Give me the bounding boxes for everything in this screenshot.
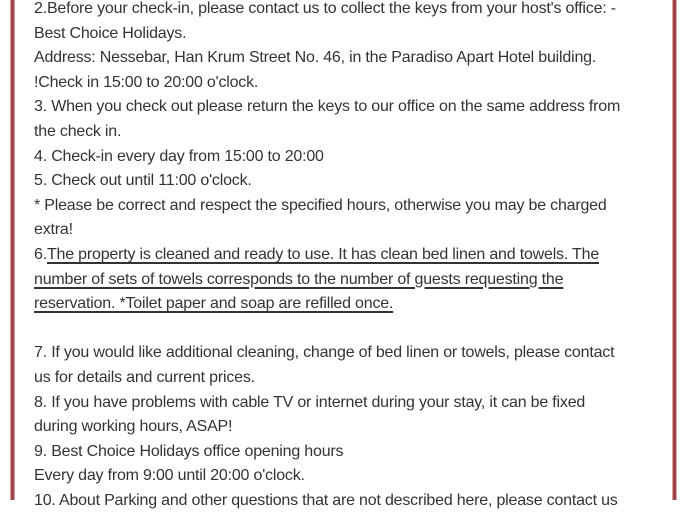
text-line <box>34 391 668 416</box>
text-segment: Every day from 9:00 until 20:00 o'clock. <box>34 467 305 485</box>
text-line <box>34 194 668 219</box>
text-line <box>34 341 668 366</box>
text-segment: the check in. <box>34 122 122 140</box>
underlined-text-segment: The property is cleaned and ready to use. It has clean bed linen and towels. The <box>46 245 600 263</box>
text-segment: 7. If you would like additional cleaning, change of bed linen or towels, please contact <box>34 344 615 362</box>
text-segment: 10. About Parking and other questions that are not described here, please contact us <box>34 491 618 509</box>
blank-line <box>34 320 38 337</box>
text-segment: 4. Check-in every day from 15:00 to 20:00 <box>34 147 324 165</box>
text-segment: !Check in 15:00 to 20:00 o'clock. <box>34 73 259 91</box>
text-line <box>34 218 668 243</box>
text-line <box>34 145 668 170</box>
text-line <box>34 415 668 440</box>
text-line <box>34 0 668 22</box>
text-segment: 2.Before your check-in, please contact us to collect the keys from your host's office: - <box>34 0 616 17</box>
text-line <box>34 169 668 194</box>
text-line <box>34 464 668 489</box>
underlined-text-segment: number of sets of towels corresponds to the number of guests requesting the <box>34 270 564 288</box>
text-line <box>34 317 668 342</box>
page-border-right <box>672 0 677 500</box>
text-segment: 3. When you check out please return the keys to our office on the same address from <box>34 98 621 116</box>
document-body <box>34 0 668 513</box>
text-line <box>34 95 668 120</box>
text-segment: us for details and current prices. <box>34 368 255 386</box>
text-segment: 6. <box>34 245 47 263</box>
text-line <box>34 489 668 513</box>
text-line <box>34 46 668 71</box>
text-line <box>34 292 668 317</box>
text-line <box>34 268 668 293</box>
text-segment: Address: Nessebar, Han Krum Street No. 46, in the Paradiso Apart Hotel building. <box>34 49 597 67</box>
text-line <box>34 440 668 465</box>
text-segment: * Please be correct and respect the specified hours, otherwise you may be charged <box>34 196 607 214</box>
text-segment: during working hours, ASAP! <box>34 418 233 436</box>
text-line <box>34 120 668 145</box>
text-line <box>34 366 668 391</box>
text-segment: 8. If you have problems with cable TV or internet during your stay, it can be fixed <box>34 393 586 411</box>
text-line <box>34 243 668 268</box>
underlined-text-segment: reservation. *Toilet paper and soap are refilled once. <box>34 295 394 313</box>
page-border-left <box>10 0 15 500</box>
text-segment: extra! <box>34 221 73 239</box>
text-line <box>34 22 668 47</box>
text-segment: 9. Best Choice Holidays office opening hours <box>34 442 344 460</box>
text-segment: Best Choice Holidays. <box>34 24 187 42</box>
text-line <box>34 71 668 96</box>
text-segment: 5. Check out until 11:00 o'clock. <box>34 172 252 190</box>
